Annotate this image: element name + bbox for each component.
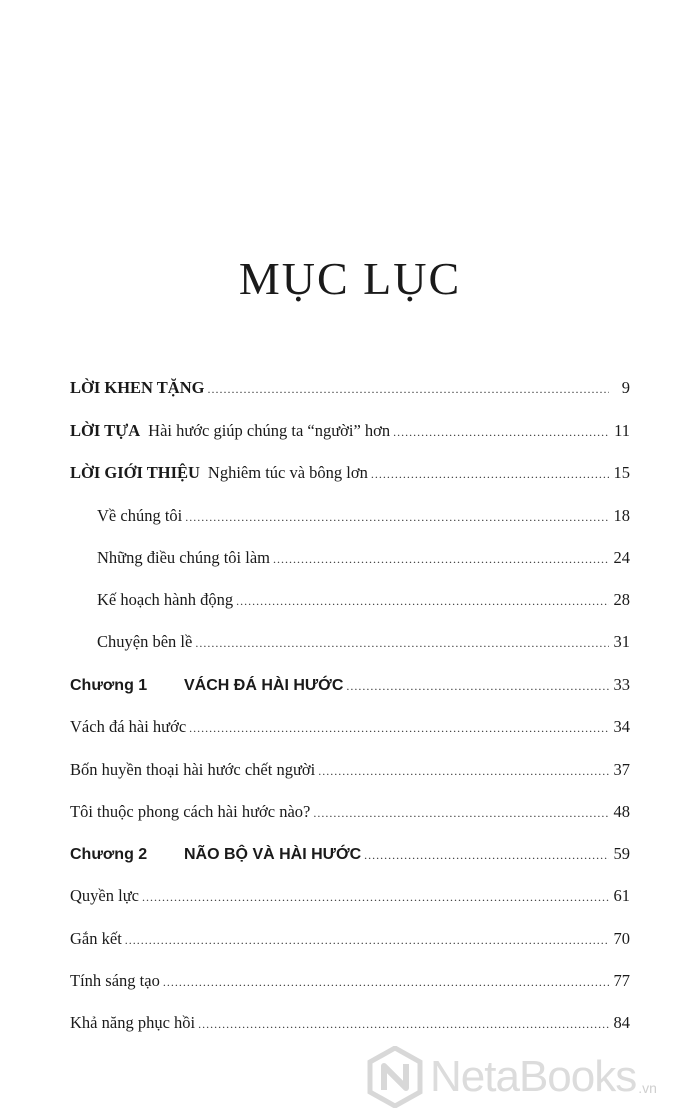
toc-entry-gan-ket[interactable] [70, 929, 630, 949]
toc-page-number: 9 [621, 378, 630, 397]
dot-leader [207, 382, 609, 397]
toc-entry-subtitle: Hài hước giúp chúng ta “người” hơn [148, 421, 391, 440]
chapter-title: VÁCH ĐÁ HÀI HƯỚC [184, 677, 344, 694]
toc-page-number: 15 [613, 463, 630, 482]
dot-leader [318, 764, 609, 779]
toc-entry-ve-chung-toi[interactable] [97, 506, 630, 526]
watermark-suffix: .vn [638, 1080, 657, 1096]
toc-entry-text: Tôi thuộc phong cách hài hước nào? [70, 802, 311, 821]
dot-leader [163, 975, 609, 990]
toc-entry-text: Tính sáng tạo [70, 971, 160, 990]
toc-entry-heading: LỜI TỰA [70, 421, 141, 440]
toc-entry-loi-gioi-thieu[interactable] [70, 463, 630, 483]
toc-entry-text: Quyền lực [70, 886, 139, 905]
dot-leader [236, 594, 609, 609]
toc-page-number: 33 [613, 675, 630, 694]
toc-page-number: 18 [613, 506, 630, 525]
toc-entry-text: Chuyện bên lề [97, 632, 193, 651]
dot-leader [185, 510, 609, 525]
dot-leader [198, 1017, 609, 1032]
toc-page-number: 31 [613, 632, 630, 651]
dot-leader [125, 933, 609, 948]
netabooks-logo-icon [366, 1046, 424, 1108]
toc-entry-text: Vách đá hài hước [70, 717, 187, 736]
toc-page-number: 34 [613, 717, 630, 736]
toc-page-number: 59 [613, 844, 630, 863]
toc-entry-loi-khen-tang[interactable] [70, 378, 630, 398]
chapter-number: Chương 2 [70, 846, 148, 863]
toc-entry-vach-da[interactable] [70, 717, 630, 737]
toc-entry-loi-tua[interactable] [70, 421, 630, 441]
chapter-number: Chương 1 [70, 677, 148, 694]
toc-entry-text: Gắn kết [70, 929, 122, 948]
toc-entry-bon-huyen-thoai[interactable] [70, 760, 630, 780]
toc-entry-text: Những điều chúng tôi làm [97, 548, 271, 567]
toc-entry-chapter-2[interactable] [70, 844, 630, 864]
dot-leader [371, 467, 609, 482]
toc-page-number: 48 [613, 802, 630, 821]
page-title: MỤC LỤC [238, 253, 462, 304]
watermark-text: NetaBooks [430, 1052, 637, 1101]
toc-entry-text: Về chúng tôi [97, 506, 183, 525]
toc-page-number: 11 [614, 421, 630, 440]
dot-leader [364, 848, 609, 863]
toc-entry-subtitle: Nghiêm túc và bông lơn [207, 463, 368, 482]
toc-entry-text: Bốn huyền thoại hài hước chết người [70, 760, 316, 779]
toc-entry-nhung-dieu[interactable] [97, 548, 630, 568]
dot-leader [273, 552, 609, 567]
dot-leader [142, 890, 609, 905]
toc-entry-chuyen-ben-le[interactable] [97, 632, 630, 652]
toc-entry-heading: LỜI GIỚI THIỆU [70, 463, 200, 482]
dot-leader [393, 425, 609, 440]
toc-entry-heading: LỜI KHEN TẶNG [70, 378, 205, 397]
toc-page-number: 28 [613, 590, 630, 609]
toc-page-number: 61 [613, 886, 630, 905]
toc-entry-kha-nang-phuc-hoi[interactable] [70, 1013, 630, 1033]
toc-page-number: 24 [613, 548, 630, 567]
dot-leader [195, 636, 609, 651]
toc-page-number: 84 [613, 1013, 630, 1032]
dot-leader [189, 721, 609, 736]
toc-page-number: 70 [613, 929, 630, 948]
toc-entry-text: Khả năng phục hồi [70, 1013, 196, 1032]
toc-entry-phong-cach[interactable] [70, 802, 630, 822]
toc-page-number: 77 [613, 971, 630, 990]
watermark [366, 1042, 700, 1112]
toc-entry-chapter-1[interactable] [70, 675, 630, 695]
toc-entry-quyen-luc[interactable] [70, 886, 630, 906]
toc-entry-tinh-sang-tao[interactable] [70, 971, 630, 991]
toc-page-number: 37 [613, 760, 630, 779]
toc-entry-text: Kế hoạch hành động [97, 590, 234, 609]
dot-leader [313, 806, 609, 821]
chapter-title: NÃO BỘ VÀ HÀI HƯỚC [184, 846, 362, 863]
toc-entry-ke-hoach[interactable] [97, 590, 630, 610]
dot-leader [346, 679, 609, 694]
